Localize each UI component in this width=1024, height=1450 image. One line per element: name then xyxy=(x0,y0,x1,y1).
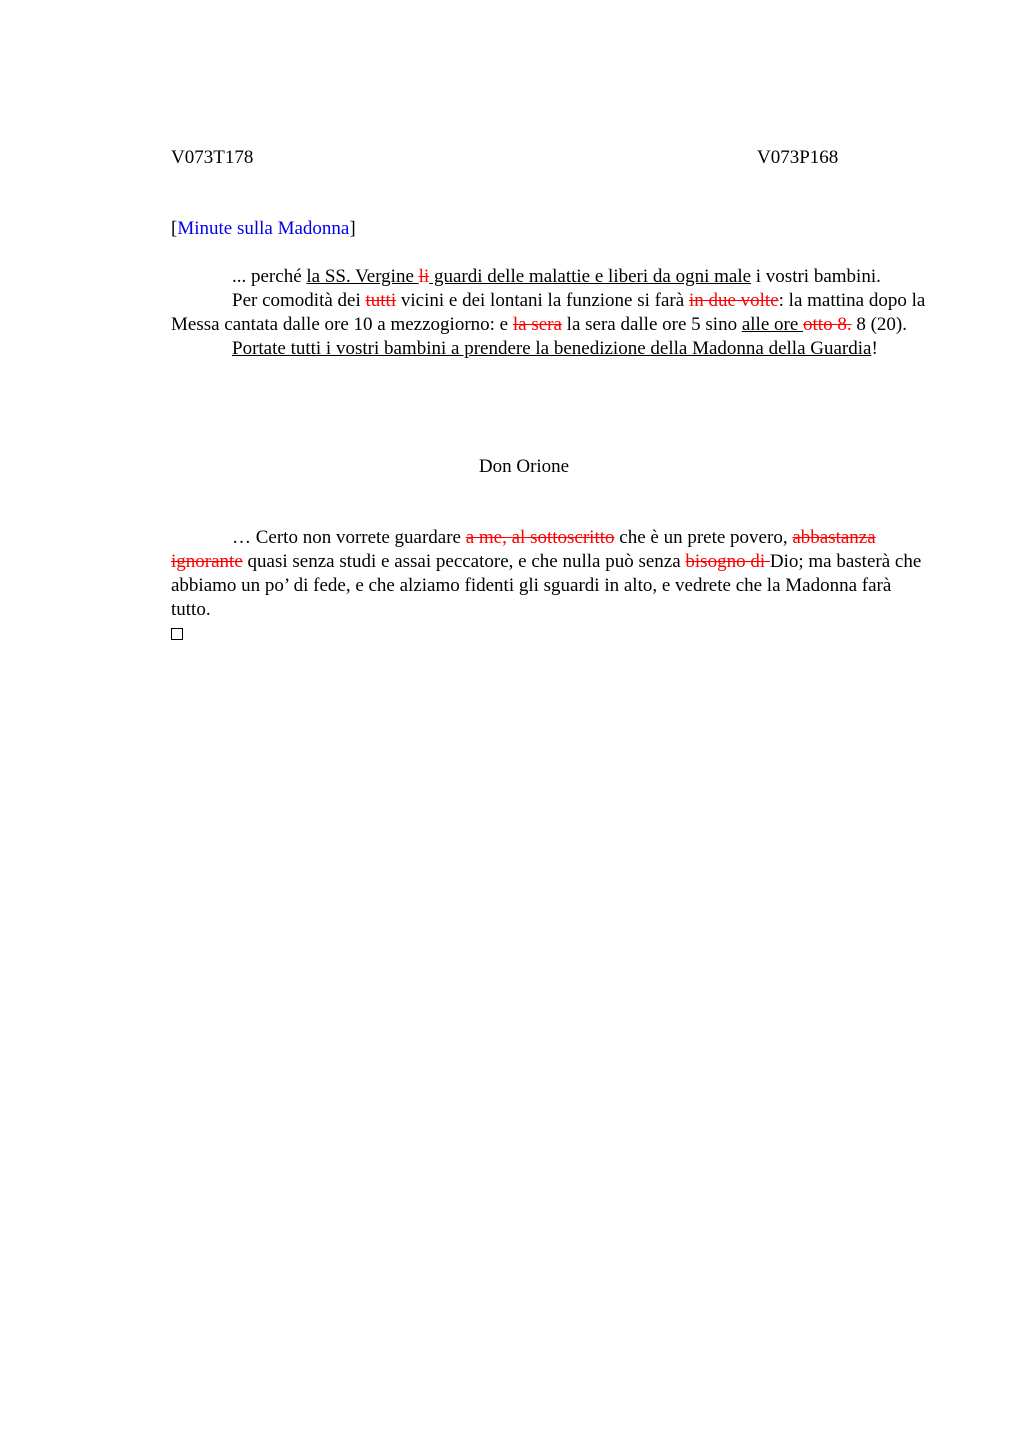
text-run: ! xyxy=(871,338,878,359)
title-open-bracket: [ xyxy=(171,218,178,239)
deleted-text: la sera xyxy=(512,314,562,335)
text-run: 8 (20). xyxy=(851,314,907,335)
paragraph-3 xyxy=(171,337,926,361)
text-run: … Certo non vorrete guardare xyxy=(232,527,466,548)
paragraph-1 xyxy=(171,265,926,289)
paragraph-4 xyxy=(171,526,926,622)
document-code-right: V073P168 xyxy=(757,147,839,168)
underlined-text: guardi delle malattie e liberi da ogni male xyxy=(429,266,752,287)
underlined-text: alle ore xyxy=(741,314,804,335)
end-marker-line xyxy=(171,622,926,646)
text-run: la sera dalle ore 5 sino xyxy=(561,314,742,335)
text-run: ... perché xyxy=(232,266,307,287)
deleted-text: a me, al sottoscritto xyxy=(465,527,615,548)
deleted-text: abbastanza ignorante xyxy=(171,527,876,572)
document-title xyxy=(171,217,356,241)
square-icon xyxy=(171,628,183,640)
text-run: : la mattina dopo la Messa cantata dalle ore 10 a mezzogiorno: e xyxy=(171,290,926,335)
text-run: Per comodità dei xyxy=(232,290,366,311)
text-run: i vostri bambini. xyxy=(751,266,881,287)
deleted-text: tutti xyxy=(365,290,397,311)
text-body-2 xyxy=(171,526,926,646)
deleted-text: in due volte xyxy=(688,290,779,311)
page-header xyxy=(171,146,926,170)
text-body-1 xyxy=(171,265,926,361)
title-text: Minute sulla Madonna xyxy=(177,218,350,239)
text-run: vicini e dei lontani la funzione si farà xyxy=(396,290,689,311)
paragraph-2 xyxy=(171,289,926,337)
deleted-text: li xyxy=(418,266,430,287)
document-code-left: V073T178 xyxy=(171,147,254,168)
text-run: che è un prete povero, xyxy=(614,527,793,548)
underlined-text: Portate tutti i vostri bambini a prendere la benedizione della Madonna della Guardia xyxy=(232,338,872,359)
deleted-text: bisogno di xyxy=(685,551,770,572)
text-run: Dio; ma basterà che abbiamo un po’ di fede, e che alziamo fidenti gli sguardi in alto, e vedrete che la Madonna farà tutto. xyxy=(171,551,922,620)
title-close-bracket: ] xyxy=(349,218,356,239)
text-run: quasi senza studi e assai peccatore, e che nulla può senza xyxy=(242,551,686,572)
deleted-text: otto 8. xyxy=(803,314,852,335)
signature: Don Orione xyxy=(478,456,570,477)
underlined-text: la SS. Vergine xyxy=(306,266,419,287)
